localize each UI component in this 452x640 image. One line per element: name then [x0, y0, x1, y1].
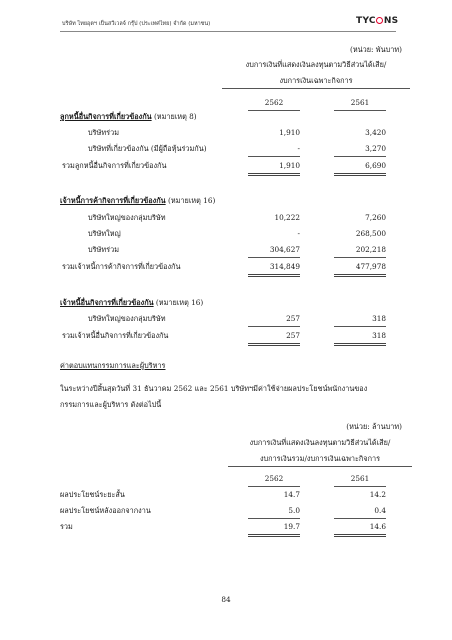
table2-row-value: 5.0: [288, 506, 300, 515]
section3-row-label: บริษัทใหญ่ของกลุ่มบริษัท: [88, 314, 166, 323]
company-name-header: บริษัท ไทยอุตฯ เป็นสวีเวลจ์ กรุ๊ป (ประเทศไทย) จำกัด (มหาชน): [62, 21, 211, 27]
table2-year2-rule: [334, 486, 386, 487]
section1-subtotal-rule: [248, 156, 300, 157]
section1-note: (หมายเหตุ 8): [151, 112, 197, 121]
section2-row-value: 10,222: [274, 213, 300, 222]
section3-total-value: 257: [286, 331, 300, 340]
section2-row-value: -: [297, 229, 300, 238]
table2-year2: 2561: [350, 474, 370, 483]
section2-total-value: 314,849: [269, 262, 300, 271]
section1-title-text: ลูกหนี้อื่นกิจการที่เกี่ยวข้องกัน: [60, 112, 152, 121]
section2-total-double-rule: [334, 274, 386, 277]
compensation-paragraph-line2: กรรมการและผู้บริหาร ดังต่อไปนี้: [60, 400, 162, 409]
table1-year1: 2562: [264, 98, 284, 107]
table1-col-header-2: งบการเงินเฉพาะกิจการ: [279, 76, 353, 85]
section3-title: [60, 298, 203, 307]
section2-note: (หมายเหตุ 16): [165, 196, 216, 205]
section3-subtotal-rule: [334, 326, 386, 327]
section2-subtotal-rule: [334, 257, 386, 258]
section1-row-label: บริษัทร่วม: [88, 128, 119, 137]
table2-row-value: 0.4: [374, 506, 386, 515]
section2-row-value: 268,500: [355, 229, 386, 238]
section1-row-value: 3,270: [365, 144, 386, 153]
section1-row-label: บริษัทที่เกี่ยวข้องกัน (มีผู้ถือหุ้นร่วมกัน): [88, 144, 207, 153]
table2-row-label: ผลประโยชน์หลังออกจากงาน: [60, 506, 151, 515]
table2-total-value: 14.6: [369, 522, 386, 531]
table2-row-value: 14.7: [283, 490, 300, 499]
section2-row-value: 304,627: [269, 245, 300, 254]
company-logo: [356, 16, 398, 26]
page-number: 84: [221, 595, 231, 604]
section3-total-label: รวมเจ้าหนี้อื่นกิจการที่เกี่ยวข้องกัน: [62, 331, 169, 340]
section2-total-value: 477,978: [355, 262, 386, 271]
table2-total-double-rule: [334, 534, 386, 537]
section3-subtotal-rule: [248, 326, 300, 327]
section2-subtotal-rule: [248, 257, 300, 258]
table2-total-label: รวม: [60, 522, 73, 531]
table2-unit: (หน่วย: ล้านบาท): [346, 422, 402, 431]
section3-row-value: 318: [372, 314, 386, 323]
table1-header-rule: [222, 88, 410, 89]
table2-header-rule: [228, 466, 412, 467]
section2-row-label: บริษัทใหญ่ของกลุ่มบริษัท: [88, 213, 166, 222]
section1-total-value: 1,910: [279, 161, 300, 170]
logo-text-pre: TYC: [356, 16, 376, 26]
section2-title-text: เจ้าหนี้การค้ากิจการที่เกี่ยวข้องกัน: [60, 196, 166, 205]
logo-ring-icon: [376, 17, 383, 24]
table2-subtotal-rule: [248, 518, 300, 519]
table2-year1-rule: [248, 486, 300, 487]
section1-total-double-rule: [334, 173, 386, 176]
section1-subtotal-rule: [334, 156, 386, 157]
header-rule: [60, 31, 396, 32]
table1-year2: 2561: [350, 98, 370, 107]
section2-row-value: 202,218: [355, 245, 386, 254]
compensation-heading: ค่าตอบแทนกรรมการและผู้บริหาร: [60, 361, 166, 370]
logo-text-post: NS: [383, 16, 399, 26]
section1-row-value: 3,420: [365, 128, 386, 137]
section1-row-value: -: [297, 144, 300, 153]
table2-year1: 2562: [264, 474, 284, 483]
section3-note: (หมายเหตุ 16): [153, 298, 204, 307]
section2-total-label: รวมเจ้าหนี้การค้ากิจการที่เกี่ยวข้องกัน: [62, 262, 181, 271]
compensation-paragraph-line1: ในระหว่างปีสิ้นสุดวันที่ 31 ธันวาคม 2562 และ 2561 บริษัทฯมีค่าใช้จ่ายผลประโยชน์พนักงานของ: [60, 384, 368, 393]
section3-total-double-rule: [248, 343, 300, 346]
table1-unit: (หน่วย: พันบาท): [350, 45, 402, 54]
section3-total-value: 318: [372, 331, 386, 340]
section2-total-double-rule: [248, 274, 300, 277]
table2-row-label: ผลประโยชน์ระยะสั้น: [60, 490, 125, 499]
table1-col-header-1: งบการเงินที่แสดงเงินลงทุนตามวิธีส่วนได้เสีย/: [245, 60, 387, 69]
section1-total-double-rule: [248, 173, 300, 176]
section2-row-label: บริษัทร่วม: [88, 245, 119, 254]
section2-row-label: บริษัทใหญ่: [88, 229, 121, 238]
section2-row-value: 7,260: [365, 213, 386, 222]
section3-row-value: 257: [286, 314, 300, 323]
table2-total-value: 19.7: [283, 522, 300, 531]
table1-year2-rule: [334, 110, 386, 111]
table2-total-double-rule: [248, 534, 300, 537]
table2-col-header-1: งบการเงินที่แสดงเงินลงทุนตามวิธีส่วนได้เสีย/: [249, 438, 391, 447]
table2-col-header-2: งบการเงินรวม/งบการเงินเฉพาะกิจการ: [259, 454, 381, 463]
table2-row-value: 14.2: [369, 490, 386, 499]
section3-total-double-rule: [334, 343, 386, 346]
section3-title-text: เจ้าหนี้อื่นกิจการที่เกี่ยวข้องกัน: [60, 298, 154, 307]
section1-row-value: 1,910: [279, 128, 300, 137]
section1-total-label: รวมลูกหนี้อื่นกิจการที่เกี่ยวข้องกัน: [62, 161, 167, 170]
section1-title: [60, 112, 197, 121]
table2-subtotal-rule: [334, 518, 386, 519]
table1-year1-rule: [248, 110, 300, 111]
section2-title: [60, 196, 215, 205]
section1-total-value: 6,690: [365, 161, 386, 170]
